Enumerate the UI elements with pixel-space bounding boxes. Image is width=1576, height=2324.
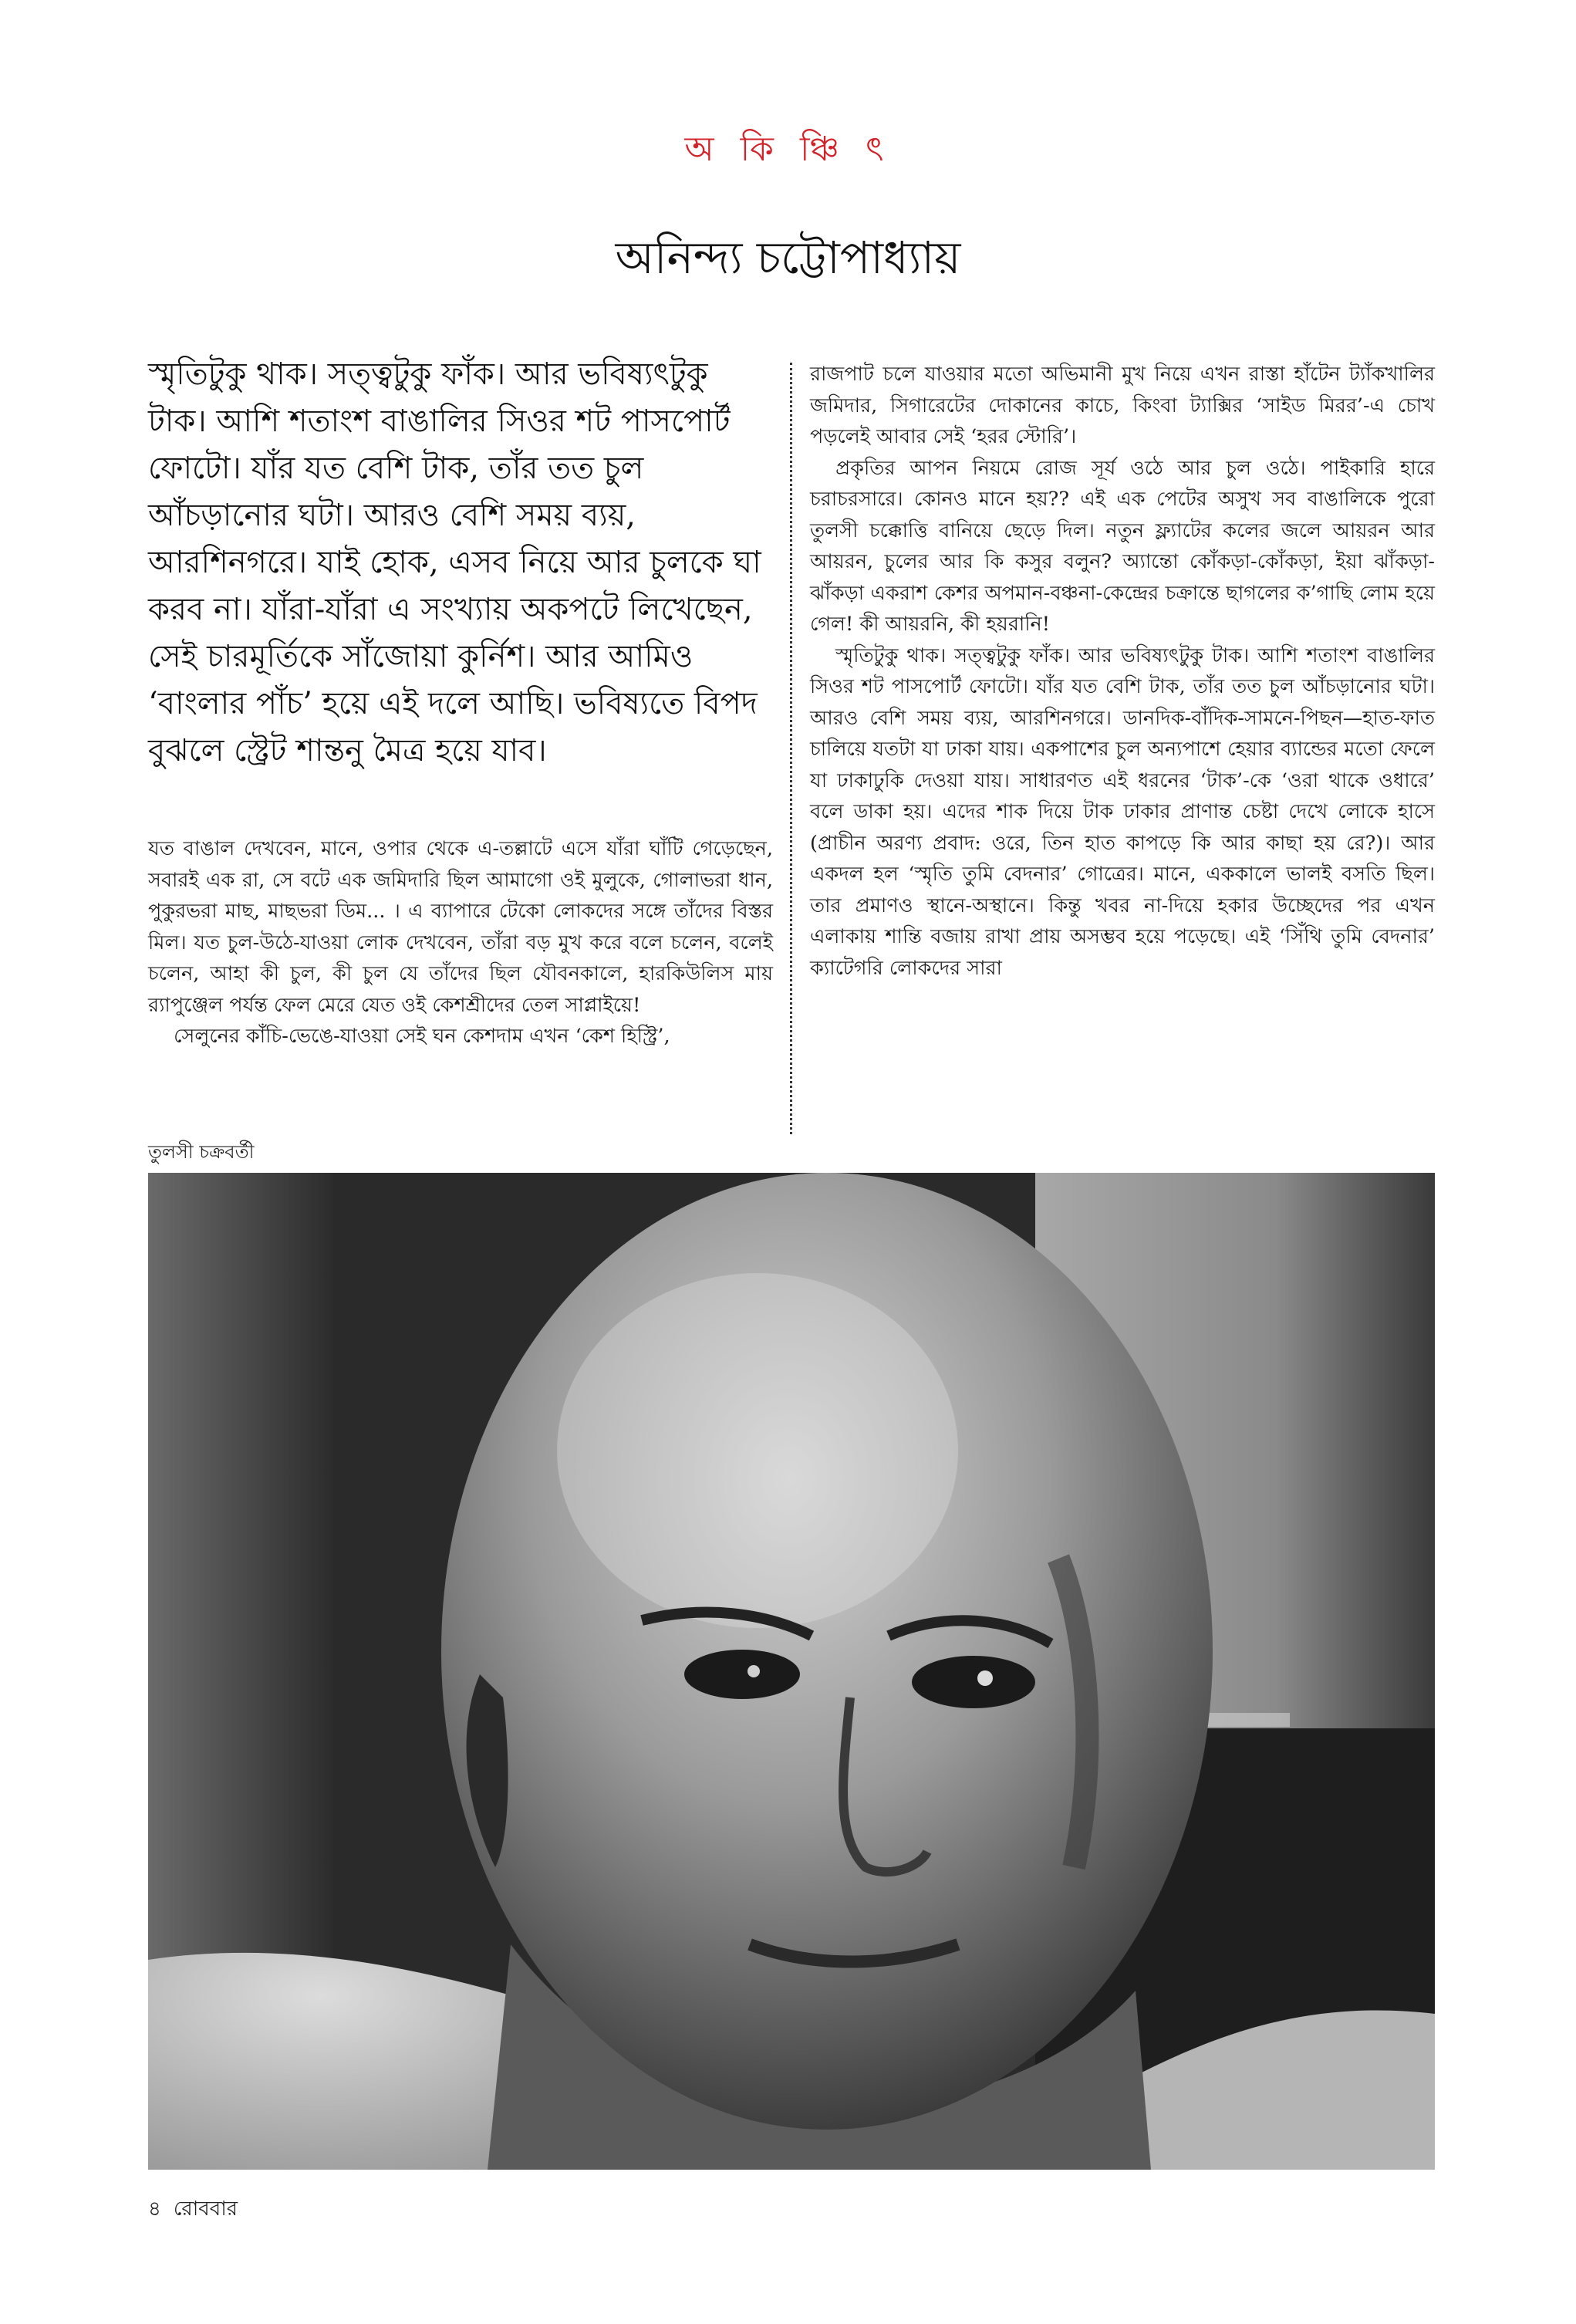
right-paragraph-1: রাজপাট চলে যাওয়ার মতো অভিমানী মুখ নিয়ে এখন রাস্তা হাঁটেন ট্যাঁকখালির জমিদার, সিগারেটের দোকানের কাচে, কিংবা ট্যাক্সির ‘সাইড মিরর’-এ চোখ পড়লেই আবার সেই ‘হরর স্টোরি’। bbox=[810, 363, 1435, 448]
magazine-name: রোববার bbox=[173, 2197, 238, 2221]
portrait-photo bbox=[148, 1173, 1435, 2170]
section-kicker: অ কি ঞ্চি ৎ bbox=[684, 130, 892, 169]
column-left bbox=[148, 833, 773, 1052]
page-number: ৪ bbox=[148, 2197, 161, 2221]
right-paragraph-3: স্মৃতিটুকু থাক। সত্ত্বটুকু ফাঁক। আর ভবিষ্যৎটুকু টাক। আশি শতাংশ বাঙালির সিওর শট পাসপোর্ট ফোটো। যাঁর যত বেশি টাক, তাঁর তত চুল আঁচড়ানোর ঘটা। আরও বেশি সময় ব্যয়, আরশিনগরে। ডানদিক-বাঁদিক-সামনে-পিছন—হাত-ফাত চালিয়ে যতটা যা ঢাকা যায়। একপাশের চুল অন্যপাশে হেয়ার ব্যান্ডের মতো ফেলে যা ঢাকাঢুকি দেওয়া যায়। সাধারণত এই ধরনের ‘টাক’-কে ‘ওরা থাকে ওধারে’ বলে ডাকা হয়। এদের শাক দিয়ে টাক ঢাকার প্রাণান্ত চেষ্টা দেখে লোকে হাসে (প্রাচীন অরণ্য প্রবাদ: ওরে, তিন হাত কাপড়ে কি আর কাছা হয় রে?)। আর একদল হল ‘স্মৃতি তুমি বেদনার’ গোত্রের। মানে, এককালে ভালই বসতি ছিল। তার প্রমাণও স্থানে-অস্থানে। কিন্তু খবর না-দিয়ে হকার উচ্ছেদের পর এখন এলাকায় শান্তি বজায় রাখা প্রায় অসম্ভব হয়ে পড়েছে। এই ‘সিঁথি তুমি বেদনার’ ক্যাটেগরি লোকদের সারা bbox=[810, 643, 1435, 980]
right-paragraph-2: প্রকৃতির আপন নিয়মে রোজ সূর্য ওঠে আর চুল ওঠে। পাইকারি হারে চরাচরসারে। কোনও মানে হয়?? এই এক পেটের অসুখ সব বাঙালিকে পুরো তুলসী চক্কোত্তি বানিয়ে ছেড়ে দিল। নতুন ফ্ল্যাটের কলের জলে আয়রন আর আয়রন, চুলের আর কি কসুর বলুন? অ্যান্তো কোঁকড়া-কোঁকড়া, ইয়া ঝাঁকড়া-ঝাঁকড়া একরাশ কেশর অপমান-বঞ্চনা-কেন্দ্রের চক্রান্তে ছাগলের ক’গাছি লোম হয়ে গেল! কী আয়রনি, কী হয়রানি! bbox=[810, 456, 1435, 636]
column-divider bbox=[790, 363, 792, 1134]
photo-caption: তুলসী চক্রবর্তী bbox=[148, 1141, 255, 1163]
intro-text: স্মৃতিটুকু থাক। সত্ত্বটুকু ফাঁক। আর ভবিষ্যৎটুকু টাক। আশি শতাংশ বাঙালির সিওর শট পাসপোর্ট ফোটো। যাঁর যত বেশি টাক, তাঁর তত চুল আঁচড়ানোর ঘটা। আরও বেশি সময় ব্যয়, আরশিনগরে। যাই হোক, এসব নিয়ে আর চুলকে ঘা করব না। যাঁরা-যাঁরা এ সংখ্যায় অকপটে লিখেছেন, সেই চারমূর্তিকে সাঁজোয়া কুর্নিশ। আর আমিও ‘বাংলার পাঁচ’ হয়ে এই দলে আছি। ভবিষ্যতে বিপদ বুঝলে স্ট্রেট শান্তনু মৈত্র হয়ে যাব। bbox=[148, 356, 761, 768]
column-right bbox=[810, 359, 1435, 984]
intro-lede bbox=[148, 351, 773, 775]
page-footer bbox=[148, 2193, 250, 2227]
left-paragraph-1: যত বাঙাল দেখবেন, মানে, ওপার থেকে এ-তল্লাটে এসে যাঁরা ঘাঁটি গেড়েছেন, সবারই এক রা, সে বটে এক জমিদারি ছিল আমাগো ওই মুলুকে, গোলাভরা ধান, পুকুরভরা মাছ, মাছভরা ডিম... । এ ব্যাপারে টেকো লোকদের সঙ্গে তাঁদের বিস্তর মিল। যত চুল-উঠে-যাওয়া লোক দেখবেন, তাঁরা বড় মুখ করে বলে চলেন, বলেই চলেন, আহা কী চুল, কী চুল যে তাঁদের ছিল যৌবনকালে, হারকিউলিস মায় র‍্যাপুঞ্জেল পর্যন্ত ফেল মেরে যেত ওই কেশশ্রীদের তেল সাপ্লাইয়ে! bbox=[148, 837, 773, 1017]
author-name: অনিন্দ্য চট্টোপাধ্যায় bbox=[615, 231, 961, 284]
left-paragraph-2: সেলুনের কাঁচি-ভেঙে-যাওয়া সেই ঘন কেশদাম এখন ‘কেশ হিস্ট্রি’, bbox=[174, 1025, 670, 1048]
